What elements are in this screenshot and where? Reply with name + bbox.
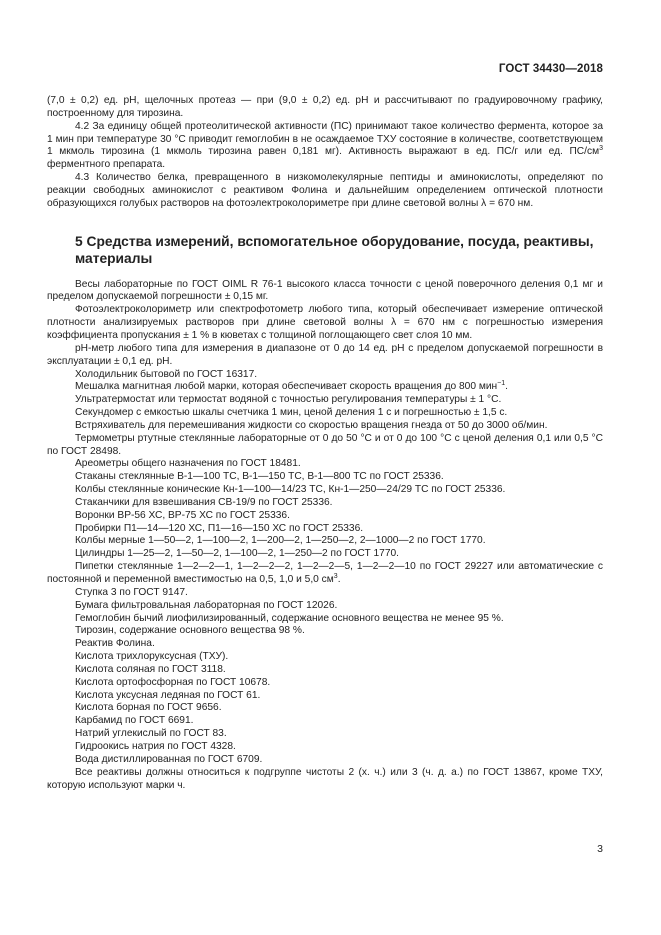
list-item: Встряхиватель для перемешивания жидкости со скоростью вращения гнезда от 50 до 3000 об/мин. [75,419,548,431]
paragraph-text: 4.2 За единицу общей протеолитической активности (ПС) принимают такое количество фермента, которое за 1 мин при температуре 30 °С приводит гемоглобин в не осаждаемое ТХУ состояние в количестве, соответствующем 1 мкмоль тирозина (1 мкмоль тирозина равен 0,181 мг). Активность выражают в ед. ПС/г или ед. ПС/см [47,120,603,158]
list-item: Фотоэлектроколориметр или спектрофотометр любого типа, который обеспечивает измерение оптической плотности анализируемых растворов при длине световой волны λ = 670 нм с погрешностью измерения коэффициента пропускания ± 1 % в кюветах с толщиной поглощающего свет слоя 10 мм. [47,304,603,341]
paragraph-ph-conditions [47,95,603,121]
list-item: Вода дистиллированная по ГОСТ 6709. [75,753,263,765]
list-item: Ареометры общего назначения по ГОСТ 18481. [75,458,301,470]
list-item: Весы лабораторные по ГОСТ OIML R 76-1 высокого класса точности с ценой поверочного деления 0,1 мг и пределом допускаемой погрешности ± 0,15 мг. [47,278,603,303]
list-item [47,561,603,587]
superscript: 3 [333,573,338,580]
page-content [47,95,603,792]
list-item: Все реактивы должны относиться к подгруппе чистоты 2 (х. ч.) или 3 (ч. д. а.) по ГОСТ 13867, кроме ТХУ, которую используют марки ч. [47,766,603,791]
paragraph-tail: ферментного препарата. [47,159,166,171]
list-item: Цилиндры 1—25—2, 1—50—2, 1—100—2, 1—250—2 по ГОСТ 1770. [75,548,399,560]
list-item: рН-метр любого типа для измерения в диапазоне от 0 до 14 ед. рН с пределом допускаемой погрешности в эксплуатации ± 0,1 ед. рН. [47,342,603,367]
list-item: Колбы стеклянные конические Кн-1—100—14/23 ТС, Кн-1—250—24/29 ТС по ГОСТ 25336. [75,484,506,496]
list-item: Гемоглобин бычий лиофилизированный, содержание основного вещества не менее 95 %. [75,612,504,624]
superscript: −1 [497,380,506,388]
list-item: Натрий углекислый по ГОСТ 83. [75,728,227,740]
list-item: Кислота соляная по ГОСТ 3118. [75,663,226,675]
section-heading: 5 Средства измерений, вспомогательное оборудование, посуда, реактивы, материалы [75,233,594,266]
paragraph-text: 4.3 Количество белка, превращенного в низкомолекулярные пептиды и аминокислоты, определяют по реакции свободных аминокислот с реактивом Фолина и дальнейшим определением оптической плотности образующихся голубых растворов на фотоэлектроколориметре при длине световой волны λ = 670 нм. [47,172,603,209]
list-item: Колбы мерные 1—50—2, 1—100—2, 1—200—2, 1—250—2, 2—1000—2 по ГОСТ 1770. [75,535,486,547]
item-tail: . [505,381,508,393]
list-item [47,381,603,394]
list-item: Кислота трихлоруксусная (ТХУ). [75,651,229,663]
paragraph-4-2 [47,121,603,172]
list-item: Стаканы стеклянные В-1—100 ТС, В-1—150 ТС, В-1—800 ТС по ГОСТ 25336. [75,471,444,483]
list-item: Ультратермостат или термостат водяной с точностью регулирования температуры ± 1 °С. [75,394,502,406]
paragraph-text: (7,0 ± 0,2) ед. рН, щелочных протеаз — при (9,0 ± 0,2) ед. рН и рассчитывают по градуировочному графику, построенному для тирозина. [47,95,603,119]
item-text: Мешалка магнитная любой марки, которая обеспечивает скорость вращения до 800 мин [75,381,498,393]
item-tail: . [337,574,341,585]
document-id: ГОСТ 34430—2018 [498,63,603,75]
superscript: 3 [599,145,603,153]
list-item: Термометры ртутные стеклянные лабораторные от 0 до 50 °С и от 0 до 100 °С с ценой деления 0,1 или 0,5 °С по ГОСТ 28498. [47,432,603,457]
list-item: Холодильник бытовой по ГОСТ 16317. [75,368,258,380]
list-item: Гидроокись натрия по ГОСТ 4328. [75,740,236,752]
list-item: Пробирки П1—14—120 ХС, П1—16—150 ХС по ГОСТ 25336. [75,522,364,534]
list-item: Ступка 3 по ГОСТ 9147. [75,586,188,598]
page-number: 3 [597,843,603,855]
paragraph-4-3 [47,172,603,211]
list-item: Кислота уксусная ледяная по ГОСТ 61. [75,689,261,701]
list-item: Воронки ВР-56 ХС, ВР-75 ХС по ГОСТ 25336. [75,509,290,521]
list-item: Карбамид по ГОСТ 6691. [75,715,194,727]
list-item: Реактив Фолина. [75,638,155,650]
list-item: Кислота борная по ГОСТ 9656. [75,702,222,714]
list-item: Секундомер с емкостью шкалы счетчика 1 мин, ценой деления 1 с и погрешностью ± 1,5 с. [75,407,508,419]
list-item: Стаканчики для взвешивания СВ-19/9 по ГОСТ 25336. [75,496,333,508]
list-item: Бумага фильтровальная лабораторная по ГОСТ 12026. [75,599,338,611]
list-item: Кислота ортофосфорная по ГОСТ 10678. [75,676,271,688]
item-text: Пипетки стеклянные 1—2—2—1, 1—2—2—2, 1—2—2—5, 1—2—2—10 по ГОСТ 29227 или автоматические с постоянной и переменной вместимостью на 0,5, 1,0 и 5,0 см [47,561,603,585]
list-item: Тирозин, содержание основного вещества 98 %. [75,625,305,637]
